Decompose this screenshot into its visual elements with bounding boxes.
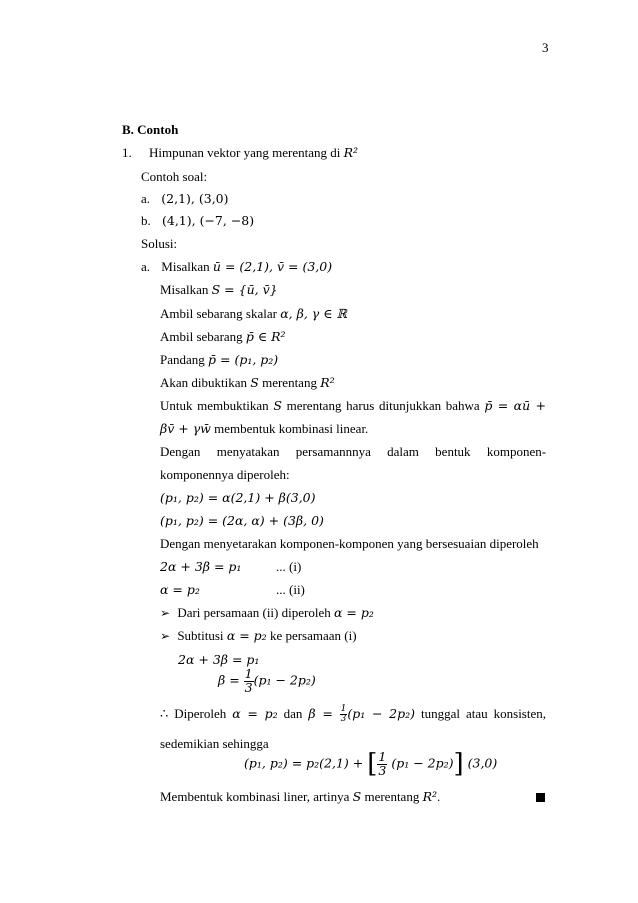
- line-pandang-math: p̄ = (p₁, p₂): [208, 352, 279, 367]
- conclusion-line: [160, 789, 440, 805]
- conclusion-text3: .: [437, 789, 441, 804]
- solution-a-math: ū = (2,1), v̄ = (3,0): [212, 259, 333, 274]
- therefore-math2-rhs: (p₁ − 2p₂): [347, 706, 415, 721]
- equation-ii-tag: ... (ii): [276, 582, 305, 597]
- conclusion-math1: S: [352, 789, 362, 804]
- untuk-line2-text: membentuk kombinasi linear.: [210, 421, 369, 436]
- line-akan: [160, 375, 335, 391]
- solution-a: [141, 259, 332, 275]
- untuk-w6: bahwa: [445, 398, 480, 413]
- item-1-math: R²: [343, 145, 359, 160]
- line-misalkan-s-math: S = {ū, v̄}: [211, 282, 278, 297]
- dengan-w5: bentuk: [435, 444, 471, 459]
- para-dengan-line2: komponennya diperoleh:: [160, 467, 290, 482]
- final-fraction-num: 1: [378, 749, 387, 764]
- line-skalar: [160, 306, 347, 322]
- therefore-math2: [308, 704, 415, 724]
- soal-a-math: (2,1), (3,0): [161, 191, 229, 206]
- line-akan-math1: S: [250, 375, 259, 390]
- item-1-number: 1.: [122, 145, 132, 160]
- dengan-w3: persamannnya: [295, 444, 371, 459]
- bullet-2-text2: ke persamaan (i): [266, 628, 357, 643]
- final-fraction-den: 3: [378, 762, 387, 778]
- line-sedemikian: sedemikian sehingga: [160, 736, 269, 751]
- therefore-math2-lhs: β =: [308, 706, 333, 721]
- solution-a-label: a.: [141, 259, 151, 274]
- line-ambil-p-text: Ambil sebarang: [160, 329, 246, 344]
- untuk-w1: Untuk: [160, 398, 193, 413]
- soal-b: [141, 213, 254, 229]
- therefore-fraction-den: 3: [340, 714, 347, 724]
- line-akan-text1: Akan dibuktikan: [160, 375, 251, 390]
- equation-sub-1: 2α + 3β = p₁: [178, 652, 260, 667]
- equation-1: (p₁, p₂) = α(2,1) + β(3,0): [160, 490, 316, 505]
- untuk-w4: harus: [346, 398, 375, 413]
- line-pandang: [160, 352, 278, 368]
- bullet-2: [160, 628, 357, 644]
- beta-fraction-den: 3: [244, 679, 253, 695]
- para-untuk-line2: [160, 421, 368, 437]
- conclusion-text2: merentang: [361, 789, 423, 804]
- dengan-w1: Dengan: [160, 444, 201, 459]
- solusi-label: Solusi:: [141, 236, 178, 251]
- therefore-line: [160, 705, 546, 724]
- final-inner: (p₁ − 2p₂): [391, 755, 454, 771]
- untuk-m2: p̄ = αū +: [484, 398, 546, 413]
- final-fraction: [377, 751, 387, 777]
- equation-i: 2α + 3β = p₁: [160, 559, 242, 574]
- final-bracket-close: ]: [453, 749, 464, 779]
- line-pandang-text: Pandang: [160, 352, 209, 367]
- soal-b-math: (4,1), (−7, −8): [162, 213, 255, 228]
- line-skalar-math: α, β, γ ∈ ℝ: [280, 306, 347, 321]
- line-misalkan-s-text: Misalkan: [160, 282, 212, 297]
- para-dengan-line1: [160, 444, 546, 460]
- qed-square-icon: [536, 793, 545, 802]
- dengan-w4: dalam: [387, 444, 419, 459]
- therefore-fraction-num: 1: [340, 704, 347, 714]
- beta-fraction-num: 1: [244, 666, 253, 681]
- line-skalar-text: Ambil sebarang skalar: [160, 306, 281, 321]
- untuk-w2: membuktikan: [197, 398, 269, 413]
- equation-i-tag: ... (i): [276, 559, 302, 574]
- untuk-line2-math: βv̄ + γw̄: [160, 421, 211, 436]
- final-bracket-open: [: [367, 749, 378, 779]
- final-tail: (3,0): [467, 755, 498, 771]
- dengan-w6: komponen-: [486, 444, 547, 459]
- line-menyetarakan: Dengan menyetarakan komponen-komponen yang bersesuaian diperoleh: [160, 536, 539, 551]
- beta-rhs: (p₁ − 2p₂): [253, 672, 316, 688]
- soal-b-label: b.: [141, 213, 151, 228]
- line-misalkan-s: [160, 282, 278, 298]
- bullet-1-math: α = p₂: [333, 605, 374, 620]
- conclusion-text1: Membentuk kombinasi liner, artinya: [160, 789, 353, 804]
- therefore-text4: atau: [465, 706, 488, 721]
- final-lhs: (p₁, p₂) = p₂(2,1) +: [244, 755, 364, 771]
- therefore-text5: konsisten,: [493, 706, 547, 721]
- equation-2: (p₁, p₂) = (2α, α) + (3β, 0): [160, 513, 324, 528]
- item-1-text: Himpunan vektor yang merentang di: [149, 145, 344, 160]
- bullet-2-math: α = p₂: [226, 628, 267, 643]
- line-akan-text2: merentang: [258, 375, 321, 390]
- contoh-soal-label: Contoh soal:: [141, 169, 208, 184]
- untuk-w5: ditunjukkan: [378, 398, 442, 413]
- untuk-w3: merentang: [286, 398, 342, 413]
- page-number: 3: [542, 40, 549, 55]
- therefore-text1: Diperoleh: [174, 706, 227, 721]
- section-heading: B. Contoh: [122, 122, 179, 137]
- equation-final: [244, 751, 497, 777]
- beta-fraction: [244, 668, 254, 694]
- conclusion-math2: R²: [422, 789, 438, 804]
- arrow-bullet-icon: ➢: [160, 629, 171, 643]
- line-ambil-p: [160, 329, 286, 345]
- beta-lhs: β =: [218, 672, 240, 688]
- bullet-1-text: Dari persamaan (ii) diperoleh: [177, 605, 334, 620]
- item-1: [122, 145, 358, 161]
- therefore-text2: dan: [283, 706, 303, 721]
- therefore-text3: tunggal: [420, 706, 460, 721]
- arrow-bullet-icon: ➢: [160, 606, 171, 620]
- bullet-1: [160, 605, 374, 621]
- therefore-math1: α = p₂: [232, 706, 278, 721]
- equation-beta: [218, 668, 316, 694]
- soal-a-label: a.: [141, 191, 151, 206]
- untuk-m1: S: [273, 398, 282, 413]
- therefore-icon: ∴: [160, 707, 169, 722]
- dengan-w2: menyatakan: [216, 444, 280, 459]
- bullet-2-text1: Subtitusi: [177, 628, 227, 643]
- soal-a: [141, 191, 229, 207]
- solution-a-text: Misalkan: [161, 259, 213, 274]
- line-ambil-p-math: p̄ ∈ R²: [245, 329, 286, 344]
- equation-ii: α = p₂: [160, 582, 200, 597]
- para-untuk-line1: [160, 398, 546, 414]
- line-akan-math2: R²: [320, 375, 335, 390]
